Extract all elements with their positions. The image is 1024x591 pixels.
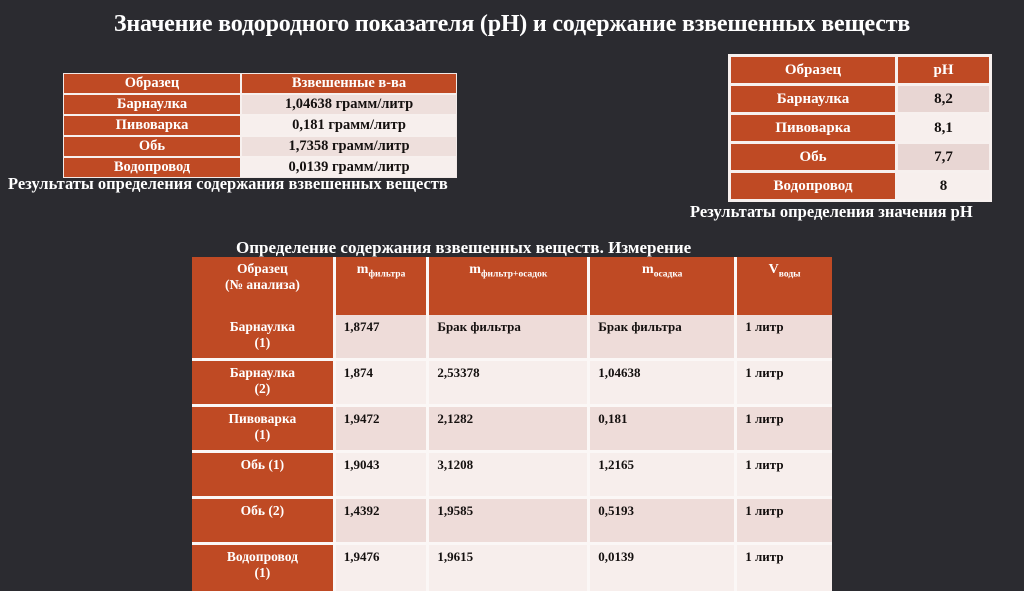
header-m-sediment — [590, 257, 737, 315]
cell-m-sediment: 0,5193 — [590, 499, 737, 545]
cell-sample: Пивоварка — [64, 116, 242, 137]
table-row — [192, 315, 832, 361]
table-row — [192, 361, 832, 407]
ph-results-caption: Результаты определения значения pH — [690, 202, 973, 221]
cell-v-water: 1 литр — [737, 453, 832, 499]
cell-sample — [192, 453, 336, 499]
cell-v-water: 1 литр — [737, 545, 832, 591]
header-m-filter-sub: фильтра — [368, 269, 406, 280]
cell-sample-name: Барнаулка — [229, 365, 296, 380]
table-row — [192, 407, 832, 453]
cell-m-sediment: 0,181 — [590, 407, 737, 453]
page-title: Значение водородного показателя (pH) и содержание взвешенных веществ — [113, 11, 911, 37]
cell-sample-name: Барнаулка — [229, 319, 296, 334]
main-table-caption: Определение содержания взвешенных веществ. Измерение — [236, 238, 692, 257]
cell-v-water: 1 литр — [737, 361, 832, 407]
cell-m-filter: 1,9043 — [336, 453, 430, 499]
cell-ph: 8 — [898, 173, 989, 199]
cell-v-water: 1 литр — [737, 407, 832, 453]
table-row — [64, 137, 456, 158]
cell-m-filter: 1,8747 — [336, 315, 430, 361]
header-m-filter-sediment-base: m — [469, 262, 481, 277]
header-v-water-sub: воды — [778, 269, 801, 280]
cell-sample — [192, 315, 336, 361]
suspended-substances-table — [64, 74, 456, 177]
cell-sample-number: (2) — [254, 381, 271, 396]
table-row — [731, 173, 989, 199]
header-sample — [192, 257, 336, 315]
cell-sample: Обь — [731, 144, 898, 173]
cell-sample: Барнаулка — [731, 86, 898, 115]
cell-v-water: 1 литр — [737, 315, 832, 361]
ph-results-table — [728, 54, 992, 202]
table-row — [731, 144, 989, 173]
header-m-sediment-sub: осадка — [653, 269, 683, 280]
header-m-filter-sediment — [429, 257, 590, 315]
cell-sample-name: Обь (2) — [240, 503, 285, 518]
cell-sample-name: Водопровод — [226, 549, 298, 564]
cell-sample: Водопровод — [731, 173, 898, 199]
cell-v-water: 1 литр — [737, 499, 832, 545]
table-header-row — [192, 257, 832, 315]
cell-m-filter-sediment: 1,9585 — [429, 499, 590, 545]
header-v-water — [737, 257, 832, 315]
cell-m-sediment: 0,0139 — [590, 545, 737, 591]
measurement-table — [192, 257, 832, 591]
table-row — [192, 499, 832, 545]
header-m-filter — [336, 257, 430, 315]
cell-sample-name: Обь (1) — [240, 457, 285, 472]
header-m-filter-base: m — [356, 262, 369, 277]
cell-sample — [192, 407, 336, 453]
cell-m-sediment: Брак фильтра — [590, 315, 737, 361]
table-row — [192, 453, 832, 499]
cell-m-filter: 1,4392 — [336, 499, 430, 545]
table-row — [64, 95, 456, 116]
cell-m-filter-sediment: 2,1282 — [429, 407, 590, 453]
header-sample: Образец — [64, 74, 242, 95]
cell-sample — [192, 545, 336, 591]
header-sample: Образец — [731, 57, 898, 86]
cell-value: 0,0139 грамм/литр — [242, 158, 456, 177]
cell-m-sediment: 1,04638 — [590, 361, 737, 407]
table-header-row — [731, 57, 989, 86]
cell-m-sediment: 1,2165 — [590, 453, 737, 499]
table-row — [192, 545, 832, 591]
cell-sample — [192, 361, 336, 407]
header-m-filter-sediment-sub: фильтр+осадок — [480, 269, 548, 280]
cell-ph: 8,2 — [898, 86, 989, 115]
cell-value: 1,04638 грамм/литр — [242, 95, 456, 116]
cell-ph: 8,1 — [898, 115, 989, 144]
cell-sample-number: (1) — [254, 335, 271, 350]
header-v-water-base: V — [768, 262, 779, 277]
header-m-sediment-base: m — [642, 262, 654, 277]
cell-m-filter: 1,9472 — [336, 407, 430, 453]
cell-ph: 7,7 — [898, 144, 989, 173]
cell-m-filter-sediment: 3,1208 — [429, 453, 590, 499]
header-ph: pH — [898, 57, 989, 86]
cell-m-filter-sediment: Брак фильтра — [429, 315, 590, 361]
cell-sample-number: (1) — [254, 565, 271, 580]
cell-sample: Обь — [64, 137, 242, 158]
table-header-row — [64, 74, 456, 95]
cell-m-filter-sediment: 2,53378 — [429, 361, 590, 407]
table-row — [64, 116, 456, 137]
cell-sample-name: Пивоварка — [228, 411, 297, 426]
cell-sample: Барнаулка — [64, 95, 242, 116]
table-row — [731, 115, 989, 144]
cell-sample: Водопровод — [64, 158, 242, 177]
cell-value: 1,7358 грамм/литр — [242, 137, 456, 158]
cell-value: 0,181 грамм/литр — [242, 116, 456, 137]
cell-m-filter: 1,874 — [336, 361, 430, 407]
cell-sample-number: (1) — [254, 427, 271, 442]
cell-sample — [192, 499, 336, 545]
header-sample-line2: (№ анализа) — [224, 277, 300, 292]
header-value: Взвешенные в-ва — [242, 74, 456, 95]
table-row — [731, 86, 989, 115]
suspended-substances-caption: Результаты определения содержания взвешенных веществ — [8, 174, 448, 193]
cell-sample: Пивоварка — [731, 115, 898, 144]
cell-m-filter-sediment: 1,9615 — [429, 545, 590, 591]
cell-m-filter: 1,9476 — [336, 545, 430, 591]
header-sample-line1: Образец — [237, 261, 288, 276]
